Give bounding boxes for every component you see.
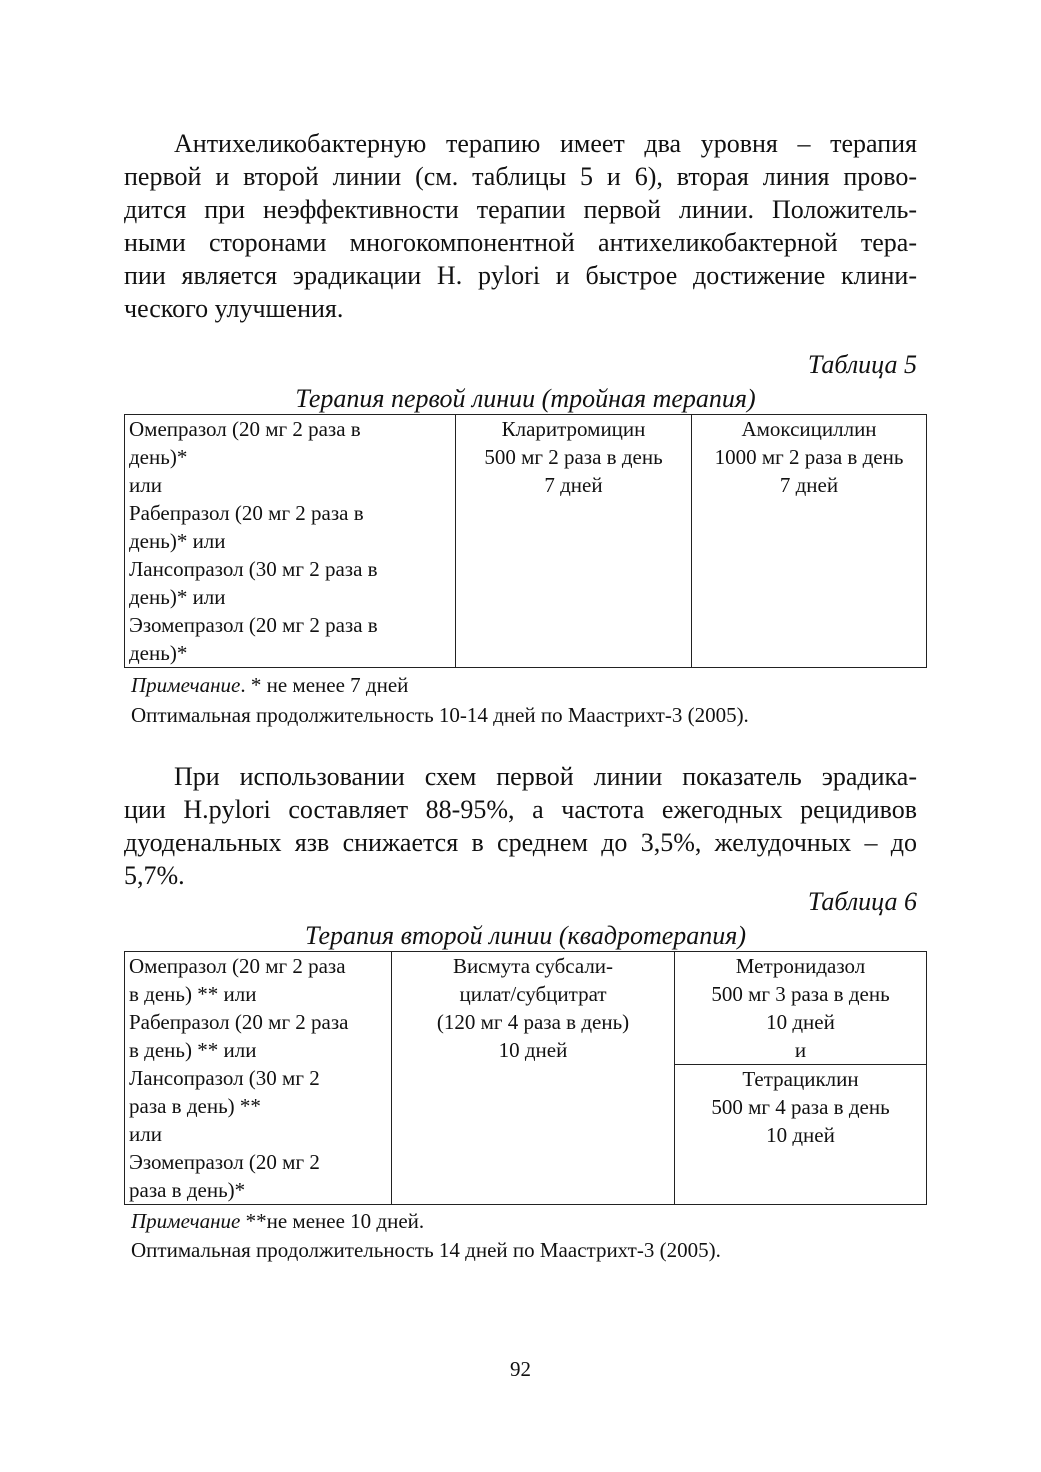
- note-text: . * не менее 7 дней: [240, 673, 409, 697]
- note-text: **не менее 10 дней.: [240, 1209, 425, 1233]
- cell-line: 500 мг 2 раза в день: [484, 445, 663, 469]
- cell-line: Эзомепразол (20 мг 2: [129, 1150, 320, 1174]
- cell-line: 10 дней: [766, 1010, 835, 1034]
- cell-line: в день) ** или: [129, 982, 257, 1006]
- cell-line: Омепразол (20 мг 2 раза: [129, 954, 346, 978]
- table6-title: Терапия второй линии (квадротерапия): [304, 921, 747, 950]
- cell-line: и: [794, 1038, 807, 1062]
- table6-cell-tetracycline: [675, 1065, 927, 1205]
- cell-line: раза в день)*: [129, 1178, 246, 1202]
- table5-note: [131, 671, 408, 699]
- cell-line: или: [129, 1122, 162, 1146]
- intro-line: ными сторонами многокомпонентной антихеликобактерной тера-: [124, 228, 917, 257]
- cell-line: Лансопразол (30 мг 2: [129, 1066, 320, 1090]
- table5: [124, 414, 927, 668]
- cell-line: 7 дней: [779, 473, 839, 497]
- table6-note: [131, 1207, 424, 1235]
- cell-line: (120 мг 4 раза в день): [436, 1010, 630, 1034]
- cell-line: 500 мг 4 раза в день: [711, 1095, 890, 1119]
- intro-line: пии является эрадикации H. pylori и быстрое достижение клини-: [124, 261, 917, 290]
- cell-line: цилат/субцитрат: [459, 982, 607, 1006]
- table6-cell-ppi: [125, 952, 392, 1205]
- middle-paragraph: [124, 760, 917, 892]
- cell-line: Амоксициллин: [741, 417, 877, 441]
- cell-line: или: [129, 473, 162, 497]
- cell-line: 1000 мг 2 раза в день: [714, 445, 904, 469]
- intro-line: ческого улучшения.: [124, 294, 344, 323]
- cell-line: 10 дней: [766, 1123, 835, 1147]
- table5-title: Терапия первой линии (тройная терапия): [295, 384, 756, 413]
- middle-line: 5,7%.: [124, 861, 185, 890]
- table5-cell-amoxicillin: [692, 415, 927, 668]
- cell-line: 10 дней: [498, 1038, 568, 1062]
- cell-line: раза в день) **: [129, 1094, 261, 1118]
- table6: [124, 951, 927, 1205]
- cell-line: Метронидазол: [735, 954, 866, 978]
- middle-line: ции H.pylori составляет 88-95%, а частота ежегодных рецидивов: [124, 795, 917, 824]
- cell-line: 7 дней: [544, 473, 603, 497]
- cell-line: день)* или: [129, 529, 226, 553]
- table6-note-duration: Оптимальная продолжительность 14 дней по Маастрихт-3 (2005).: [131, 1238, 721, 1262]
- cell-line: Эзомепразол (20 мг 2 раза в: [129, 613, 378, 637]
- table5-label: Таблица 5: [807, 350, 917, 379]
- note-label: Примечание: [131, 1209, 241, 1233]
- intro-line: дится при неэффективности терапии первой линии. Положитель-: [124, 195, 917, 224]
- cell-line: день)* или: [129, 585, 226, 609]
- cell-line: Рабепразол (20 мг 2 раза в: [129, 501, 364, 525]
- cell-line: день)*: [129, 641, 188, 665]
- intro-line: первой и второй линии (см. таблицы 5 и 6), вторая линия прово-: [124, 162, 917, 191]
- middle-line: дуоденальных язв снижается в среднем до 3,5%, желудочных – до: [124, 828, 917, 857]
- cell-line: Омепразол (20 мг 2 раза в: [129, 417, 361, 441]
- cell-line: в день) ** или: [129, 1038, 257, 1062]
- table-row: [125, 415, 927, 668]
- cell-line: Рабепразол (20 мг 2 раза: [129, 1010, 349, 1034]
- page-number: 92: [510, 1357, 531, 1381]
- table5-cell-clarithromycin: [456, 415, 692, 668]
- table5-note-duration: Оптимальная продолжительность 10-14 дней по Маастрихт-3 (2005).: [131, 703, 749, 727]
- intro-paragraph: [124, 127, 917, 325]
- cell-line: Тетрациклин: [742, 1067, 859, 1091]
- cell-line: Кларитромицин: [501, 417, 646, 441]
- table6-cell-bismuth: [392, 952, 675, 1205]
- intro-line: Антихеликобактерную терапию имеет два уровня – терапия: [174, 129, 917, 158]
- cell-line: Висмута субсали-: [452, 954, 614, 978]
- table-row: [125, 952, 927, 1065]
- middle-line: При использовании схем первой линии показатель эрадика-: [174, 762, 917, 791]
- cell-line: Лансопразол (30 мг 2 раза в: [129, 557, 378, 581]
- note-label: Примечание: [131, 673, 241, 697]
- table6-cell-metronidazole: [675, 952, 927, 1065]
- cell-line: день)*: [129, 445, 188, 469]
- table6-label: Таблица 6: [807, 887, 917, 916]
- cell-line: 500 мг 3 раза в день: [711, 982, 890, 1006]
- table5-cell-ppi: [125, 415, 456, 668]
